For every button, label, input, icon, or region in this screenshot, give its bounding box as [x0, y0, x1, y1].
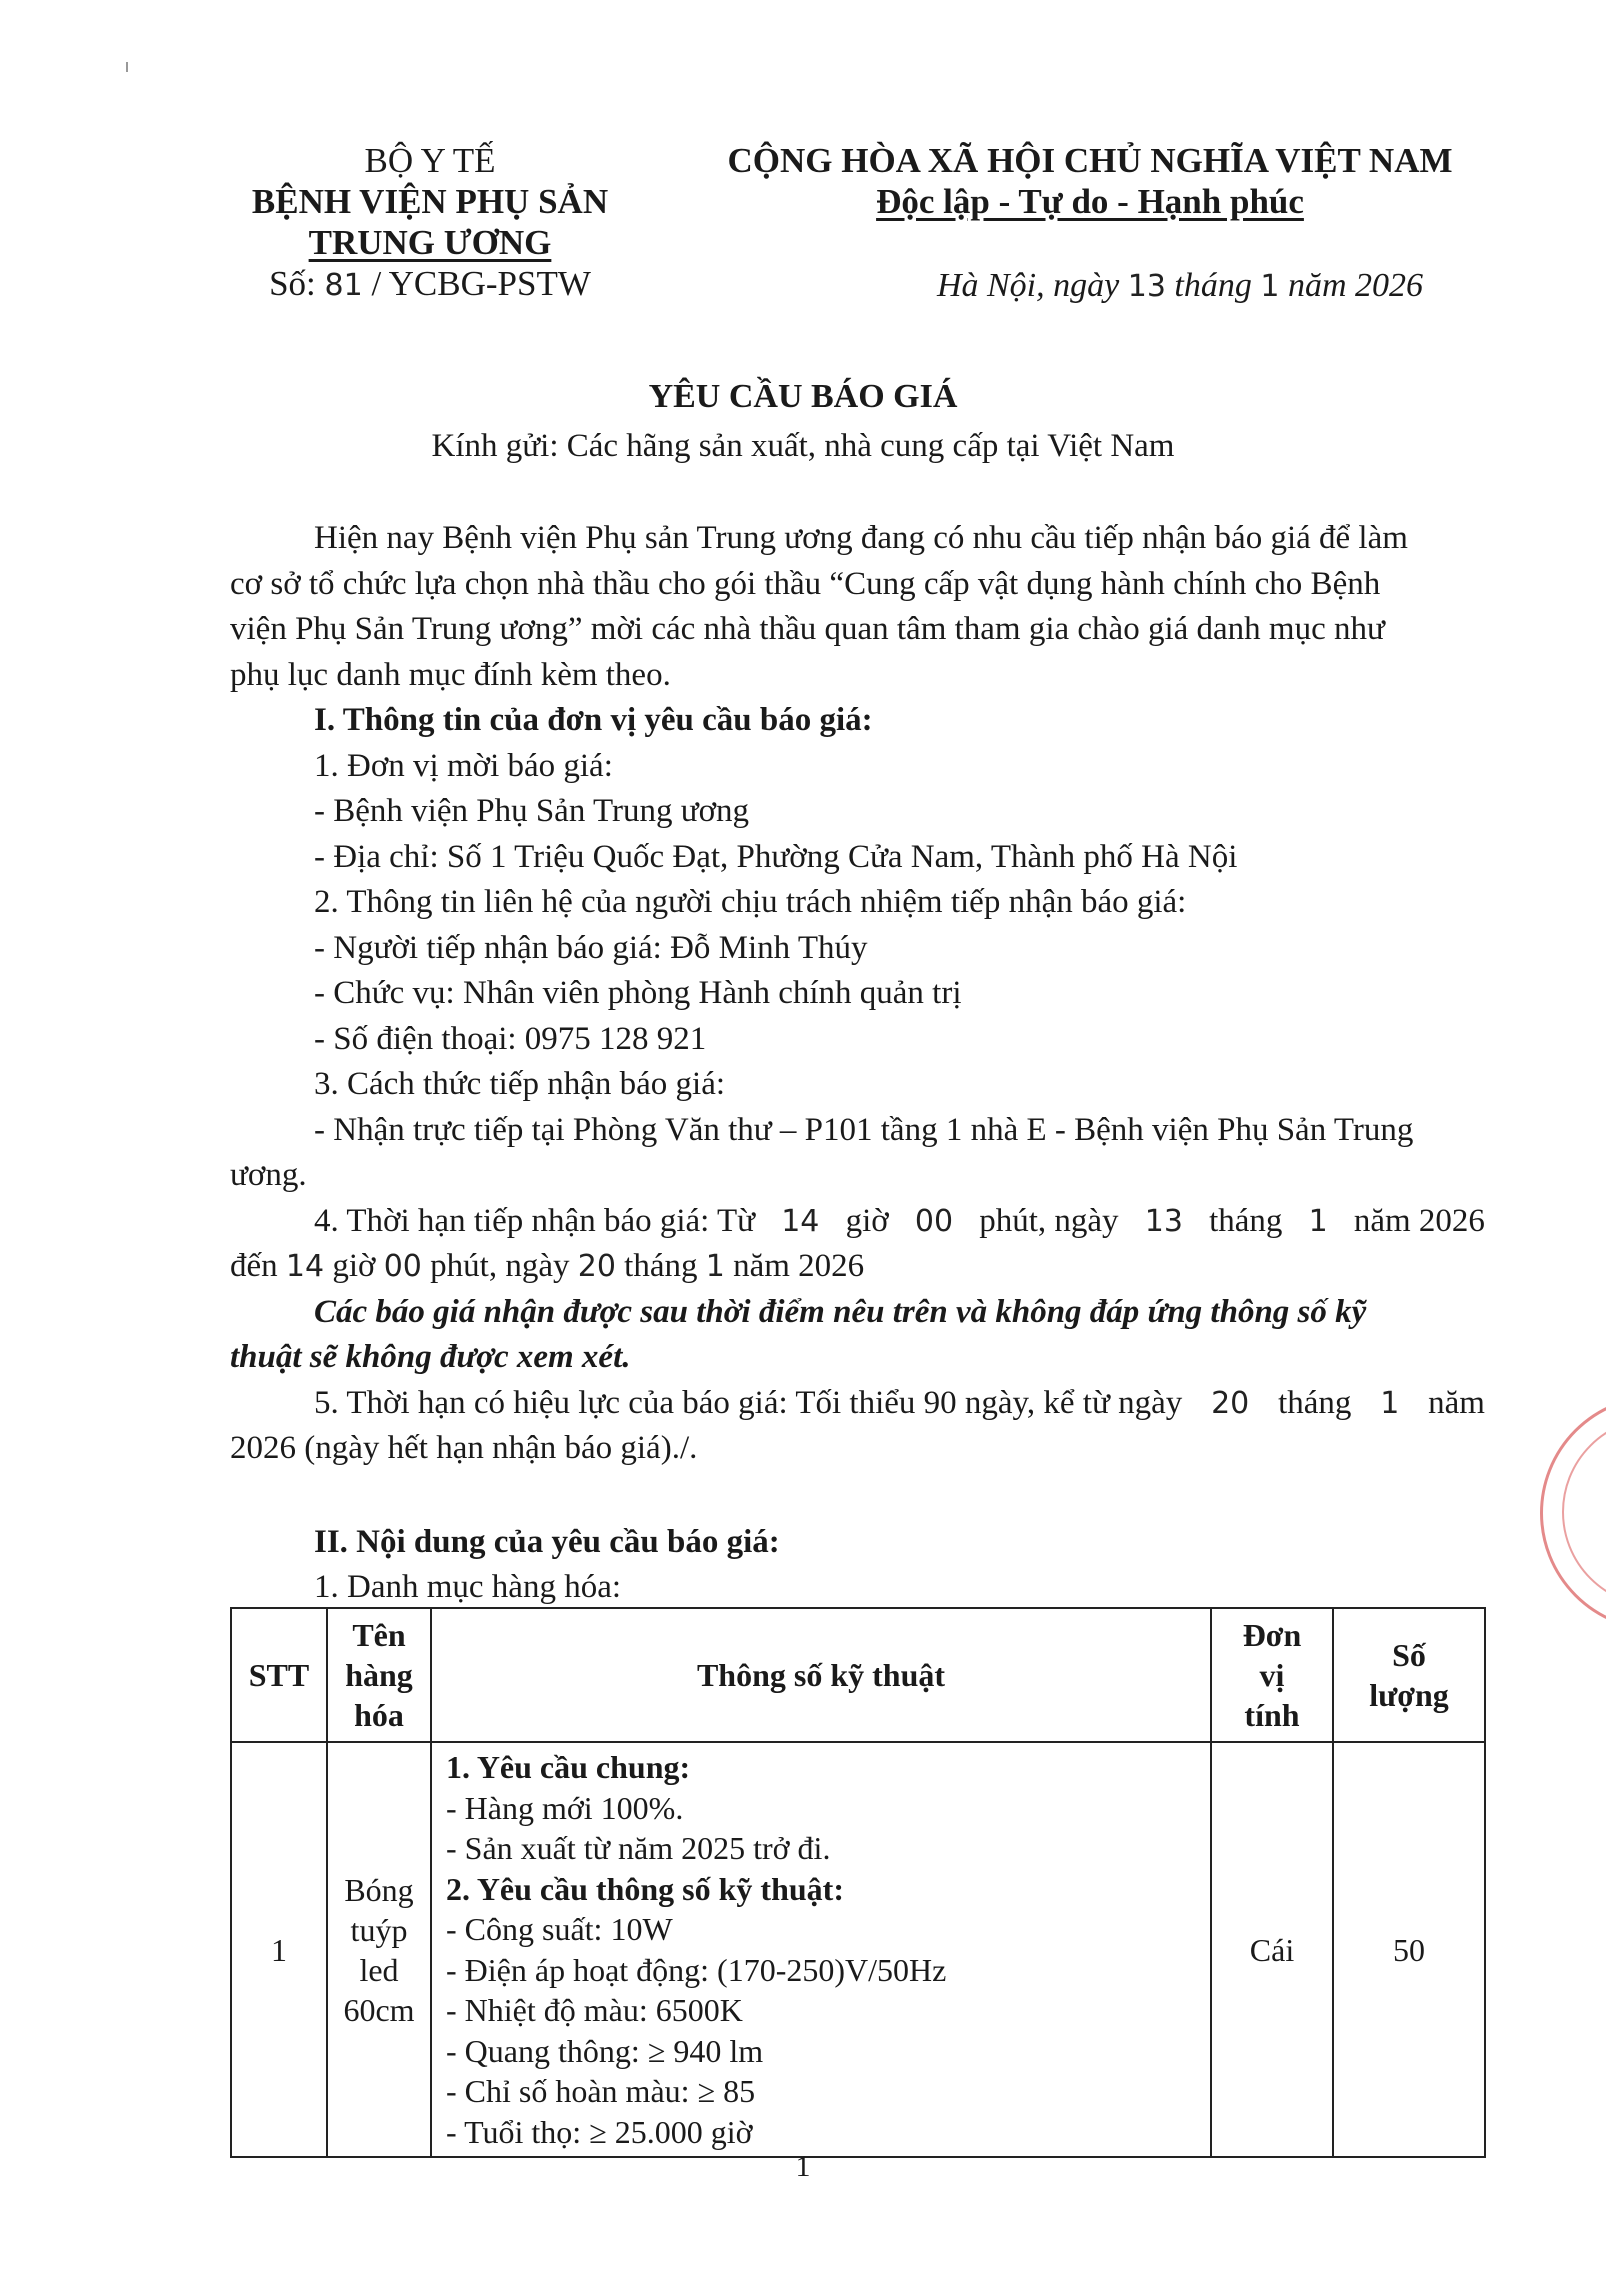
spec-line: 1. Yêu cầu chung:: [446, 1749, 691, 1785]
deadline-from-hour: 14: [781, 1203, 820, 1239]
validity-day: 20: [1211, 1385, 1250, 1421]
spec-line: 2. Yêu cầu thông số kỹ thuật:: [446, 1870, 844, 1907]
recipient-line: Kính gửi: Các hãng sản xuất, nhà cung cấp tại Việt Nam: [431, 428, 1175, 464]
deadline-line2: [230, 1244, 1485, 1290]
unit-name: - Bệnh viện Phụ Sản Trung ương: [314, 793, 750, 829]
row-name: [327, 1742, 431, 2157]
warning-line2: thuật sẽ không được xem xét.: [230, 1339, 631, 1375]
intro-line-1: Hiện nay Bệnh viện Phụ sản Trung ương đang có nhu cầu tiếp nhận báo giá để làm: [314, 520, 1408, 556]
document-number-handwritten: 81: [324, 268, 363, 303]
spec-line: - Quang thông: ≥ 940 lm: [446, 2032, 764, 2069]
receiver-position: - Chức vụ: Nhân viên phòng Hành chính quản trị: [314, 975, 962, 1011]
deadline-to-minute: 00: [383, 1249, 422, 1284]
validity-text-1: 5. Thời hạn có hiệu lực của báo giá: Tối thiểu 90 ngày, kể từ ngày: [314, 1384, 1183, 1421]
row-name-line: Bóng: [344, 1871, 414, 1908]
nation-motto: Độc lập - Tự do - Hạnh phúc: [876, 182, 1304, 221]
header-unit: [1211, 1608, 1333, 1742]
deadline-line1: [230, 1199, 1485, 1245]
document-number-suffix: / YCBG-PSTW: [371, 264, 591, 303]
receive-method-line2: ương.: [230, 1157, 307, 1193]
deadline-to-text-5: năm 2026: [733, 1248, 865, 1284]
header-name: [327, 1608, 431, 1742]
row-name-line: led: [359, 1951, 399, 1988]
receive-method-line1: - Nhận trực tiếp tại Phòng Văn thư – P101 tầng 1 nhà E - Bệnh viện Phụ Sản Trung: [314, 1111, 1414, 1148]
header-qty-line: lượng: [1369, 1677, 1449, 1713]
row-stt: 1: [231, 1742, 327, 2157]
validity-line1: [230, 1381, 1485, 1427]
deadline-to-hour: 14: [285, 1249, 325, 1284]
deadline-to-text-3: phút, ngày: [430, 1248, 570, 1284]
header-qty: [1333, 1608, 1485, 1742]
row-name-line: 60cm: [343, 1991, 415, 2028]
section2-heading: II. Nội dung của yêu cầu báo giá:: [314, 1523, 780, 1560]
header-name-line: hàng: [345, 1657, 413, 1693]
deadline-text-1: 4. Thời hạn tiếp nhận báo giá: Từ: [314, 1202, 756, 1239]
deadline-to-text-2: giờ: [332, 1248, 376, 1284]
section1-heading: I. Thông tin của đơn vị yêu cầu báo giá:: [314, 702, 873, 738]
intro-line-4: phụ lục danh mục đính kèm theo.: [230, 656, 671, 693]
validity-line2: 2026 (ngày hết hạn nhận báo giá)./.: [230, 1430, 698, 1466]
spec-line: - Công suất: 10W: [446, 1911, 673, 1947]
deadline-text-5: năm 2026: [1353, 1202, 1485, 1239]
date-prefix: Hà Nội, ngày: [936, 267, 1120, 304]
scan-speck: [126, 62, 128, 72]
section2-item1: 1. Danh mục hàng hóa:: [314, 1569, 622, 1605]
section1-item2: 2. Thông tin liên hệ của người chịu trách nhiệm tiếp nhận báo giá:: [314, 884, 1187, 920]
warning-line1: Các báo giá nhận được sau thời điểm nêu trên và không đáp ứng thông số kỹ: [314, 1293, 1367, 1330]
document-number-prefix: Số:: [269, 264, 316, 303]
header-spec: Thông số kỹ thuật: [431, 1608, 1211, 1742]
nation-title: CỘNG HÒA XÃ HỘI CHỦ NGHĨA VIỆT NAM: [727, 141, 1453, 180]
spec-line: - Chỉ số hoàn màu: ≥ 85: [446, 2073, 756, 2109]
table-row: [231, 1742, 1485, 2157]
row-name-line: tuýp: [350, 1911, 408, 1948]
deadline-text-2: giờ: [845, 1202, 889, 1239]
intro-line-2: cơ sở tổ chức lựa chọn nhà thầu cho gói thầu “Cung cấp vật dụng hành chính cho Bệnh: [230, 565, 1381, 602]
deadline-from-minute: 00: [914, 1203, 954, 1239]
deadline-to-text-1: đến: [230, 1248, 278, 1284]
hospital-name-line1: BỆNH VIỆN PHỤ SẢN: [251, 182, 609, 221]
section1-item3: 3. Cách thức tiếp nhận báo giá:: [314, 1066, 726, 1102]
deadline-text-3: phút, ngày: [979, 1202, 1119, 1239]
issuer-block: [230, 140, 630, 306]
receiver-phone: - Số điện thoại: 0975 128 921: [314, 1020, 707, 1057]
deadline-from-day: 13: [1144, 1203, 1183, 1239]
nation-block: [700, 140, 1480, 222]
deadline-from-month: 1: [1308, 1203, 1328, 1239]
section1-item1: 1. Đơn vị mời báo giá:: [314, 747, 613, 784]
header-stt: STT: [231, 1608, 327, 1742]
validity-text-2: tháng: [1278, 1384, 1352, 1421]
validity-month: 1: [1380, 1385, 1400, 1421]
header-unit-line: Đơn: [1242, 1617, 1302, 1653]
date-month-label: tháng: [1174, 267, 1252, 304]
deadline-to-text-4: tháng: [624, 1248, 698, 1284]
spec-line: - Hàng mới 100%.: [446, 1789, 684, 1826]
spec-line: - Sản xuất từ năm 2025 trở đi.: [446, 1830, 831, 1866]
goods-table: [230, 1607, 1486, 2158]
document-date: [860, 264, 1500, 309]
spec-line: - Tuổi thọ: ≥ 25.000 giờ: [446, 2113, 753, 2150]
intro-line-3: viện Phụ Sản Trung ương” mời các nhà thầu quan tâm tham gia chào giá danh mục như: [230, 611, 1385, 647]
table-header-row: [231, 1608, 1485, 1742]
header-unit-line: vị: [1259, 1657, 1285, 1693]
spec-line: - Điện áp hoạt động: (170-250)V/50Hz: [446, 1951, 947, 1988]
date-year: năm 2026: [1287, 267, 1424, 304]
date-month-handwritten: 1: [1260, 269, 1280, 304]
receiver-name: - Người tiếp nhận báo giá: Đỗ Minh Thúy: [314, 929, 868, 966]
ministry-name: BỘ Y TẾ: [364, 141, 496, 180]
deadline-text-4: tháng: [1209, 1202, 1283, 1239]
document-body: [230, 516, 1485, 1611]
spec-line: - Nhiệt độ màu: 6500K: [446, 1992, 743, 2028]
page-number: 1: [795, 2150, 811, 2183]
hospital-name-line2: TRUNG ƯƠNG: [308, 223, 552, 262]
deadline-to-month: 1: [705, 1249, 725, 1284]
validity-text-3: năm: [1428, 1384, 1485, 1421]
header-qty-line: Số: [1392, 1637, 1426, 1673]
header-name-line: hóa: [354, 1697, 404, 1733]
unit-address: - Địa chỉ: Số 1 Triệu Quốc Đạt, Phường Cửa Nam, Thành phố Hà Nội: [314, 838, 1238, 875]
document-title: YÊU CẦU BÁO GIÁ: [648, 378, 958, 415]
row-qty: 50: [1333, 1742, 1485, 2157]
deadline-to-day: 20: [577, 1249, 616, 1284]
header-name-line: Tên: [352, 1617, 406, 1653]
row-spec: [431, 1742, 1211, 2157]
header-unit-line: tính: [1244, 1697, 1300, 1733]
document-number: [230, 263, 630, 306]
row-unit: Cái: [1211, 1742, 1333, 2157]
date-day-handwritten: 13: [1127, 269, 1166, 304]
